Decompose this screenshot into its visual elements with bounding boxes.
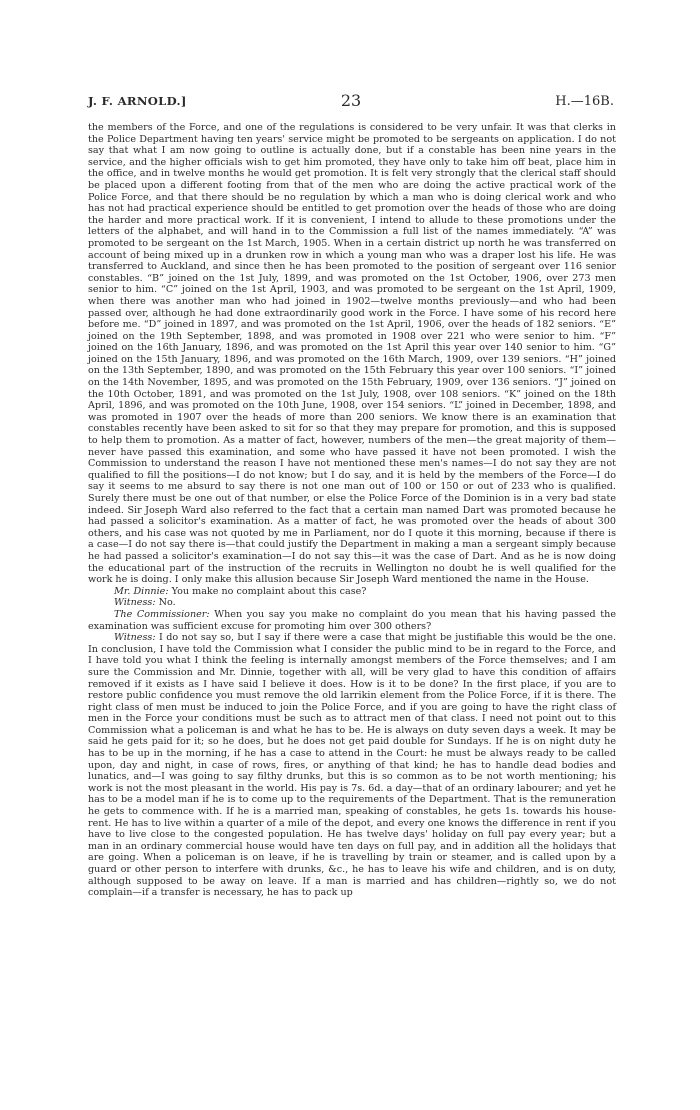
speaker-label: Witness: [114, 632, 156, 644]
speaker-label: The Commissioner: [114, 608, 210, 620]
dialogue-text: I do not say so, but I say if there were a case that might be justifiable this would be the one. In conclusion, I have told the Commission what I consider the public mind to be in regard to the Force, and I have told you what I think the feeling is internally amongst members of the Force themselves; and I am sure the Commission and Mr. Dinnie, together with all, will be very glad to have this condition of affairs removed if it exists as I have said I believe it does. How is it to be done? In the first place, if you are to restore public confidence you must remove the old larrikin element from the Police Force, if it is there. The right class of men must be induced to join the Police Force, and if you are going to have the right class of men in the Force your conditions must be such as to attract men of that class. I need not point out to this Commission what a policeman is and what he has to be. He is always on duty seven days a week. It may be said he gets paid for it; so he does, but he does not get paid double for Sundays. If he is on night duty he has to be up in the morning, if he has a case to attend in the Court: he must be always ready to be called upon, day and night, in case of rows, fires, or anything of that kind; he has to handle dead bodies and lunatics, and—I was going to say filthy drunks, but this is so common as to be not worth mentioning; his work is not the most pleasant in the world. His pay is 7s. 6d. a day—that of an ordinary labourer; and yet he has to be a model man if he is to come up to the requirements of the Department. That is the remuneration he gets to commence with. If he is a married man, speaking of constables, he gets 1s. towards his house-rent. He has to live within a quarter of a mile of the depot, and every one knows the difference in rent if you have to live close to the congested population. He has twelve days' holiday on full pay every year; but a man in an ordinary commercial house would have ten days on full pay, and in addition all the holidays that are going. When a policeman is on leave, if he is travelling by train or steamer, and is called upon by a guard or other person to interfere with drunks, &c., he has to leave his wife and children, and is on duty, although supposed to be away on leave. If a man is married and has children—rightly so, we do not complain—if a transfer is necessary, he has to pack up [88, 632, 616, 899]
dialogue-line [88, 632, 616, 899]
dialogue-line [88, 597, 616, 609]
dialogue-line [88, 586, 616, 598]
document-reference: H.—16B. [555, 94, 614, 109]
page-number: 23 [340, 91, 362, 110]
dialogue-text: No. [155, 597, 176, 609]
page-header [88, 91, 614, 110]
dialogue-text: When you say you make no complaint do you mean that his having passed the examination was sufficient excuse for promoting him over 300 others? [88, 608, 616, 632]
speaker-label: Witness: [114, 597, 156, 609]
body-paragraph: the members of the Force, and one of the regulations is considered to be very unfair. It was that clerks in the Police Department having ten years' service might be promoted to be sergeants on application. I do not say that what I am now going to outline is actually done, but if a constable has been nine years in the service, and the higher officials wish to get him promoted, they have only to take him off beat, place him in the office, and in twelve months he would get promotion. It is felt very strongly that the clerical staff should be placed upon a different footing from that of the men who are doing the active practical work of the Police Force, and that there should be no regulation by which a man who is doing clerical work and who has not had practical experience should be entitled to get promotion over the heads of those who are doing the harder and more practical work. If it is convenient, I intend to allude to these promotions under the letters of the alphabet, and will hand in to the Commission a full list of the names immediately. “A” was promoted to be sergeant on the 1st March, 1905. When in a certain district up north he was transferred on account of being mixed up in a drunken row in which a young man who was a draper lost his life. He was transferred to Auckland, and since then he has been promoted to the position of sergeant over 116 senior constables. “B” joined on the 1st July, 1899, and was promoted on the 1st October, 1906, over 273 men senior to him. “C” joined on the 1st April, 1903, and was promoted to be sergeant on the 1st April, 1909, when there was another man who had joined in 1902—twelve months previously—and who had been passed over, although he had done extraordinarily good work in the Force. I have some of his record here before me. “D” joined in 1897, and was promoted on the 1st April, 1906, over the heads of 182 seniors. “E” joined on the 19th September, 1898, and was promoted in 1908 over 221 who were senior to him. “F” joined on the 16th January, 1896, and was promoted on the 1st April this year over 140 senior to him. “G” joined on the 15th January, 1896, and was promoted on the 16th March, 1909, over 139 seniors. “H” joined on the 13th September, 1890, and was promoted on the 15th February this year over 100 seniors. “I” joined on the 14th November, 1895, and was promoted on the 15th February, 1909, over 136 seniors. “J” joined on the 10th October, 1891, and was promoted on the 1st July, 1908, over 108 seniors. “K” joined on the 18th April, 1896, and was promoted on the 10th June, 1908, over 154 seniors. “L” joined in December, 1898, and was promoted in 1907 over the heads of more than 200 seniors. We know there is an examination that constables recently have been asked to sit for so that they may prepare for promotion, and this is supposed to help them to promotion. As a matter of fact, however, numbers of the men—the great majority of them—never have passed this examination, and some who have passed it have not been promoted. I wish the Commission to understand the reason I have not mentioned these men's names—I do not say they are not qualified to fill the positions—I do not know; but I do say, and it is held by the members of the Force—I do say it seems to me absurd to say there is not one man out of 100 or 150 or out of 233 who is qualified. Surely there must be one out of that number, or else the Police Force of the Dominion is in a very bad state indeed. Sir Joseph Ward also referred to the fact that a certain man named Dart was promoted because he had passed a solicitor's examination. As a matter of fact, he was promoted over the heads of about 300 others, and his case was not quoted by me in Parliament, nor do I quote it this morning, because if there is a case—I do not say there is—that could justify the Department in making a man a sergeant simply because he had passed a solicitor's examination—I do not say this—it was the case of Dart. And as he is now doing the educational part of the instruction of the recruits in Wellington no doubt he is well qualified for the work he is doing. I only make this allusion because Sir Joseph Ward mentioned the name in the House. [88, 122, 616, 586]
speaker-label: Mr. Dinnie: [114, 585, 169, 597]
header-witness-name: J. F. ARNOLD.] [88, 94, 187, 108]
dialogue-line [88, 609, 616, 632]
page-body [88, 122, 616, 899]
dialogue-text: You make no complaint about this case? [168, 585, 367, 597]
